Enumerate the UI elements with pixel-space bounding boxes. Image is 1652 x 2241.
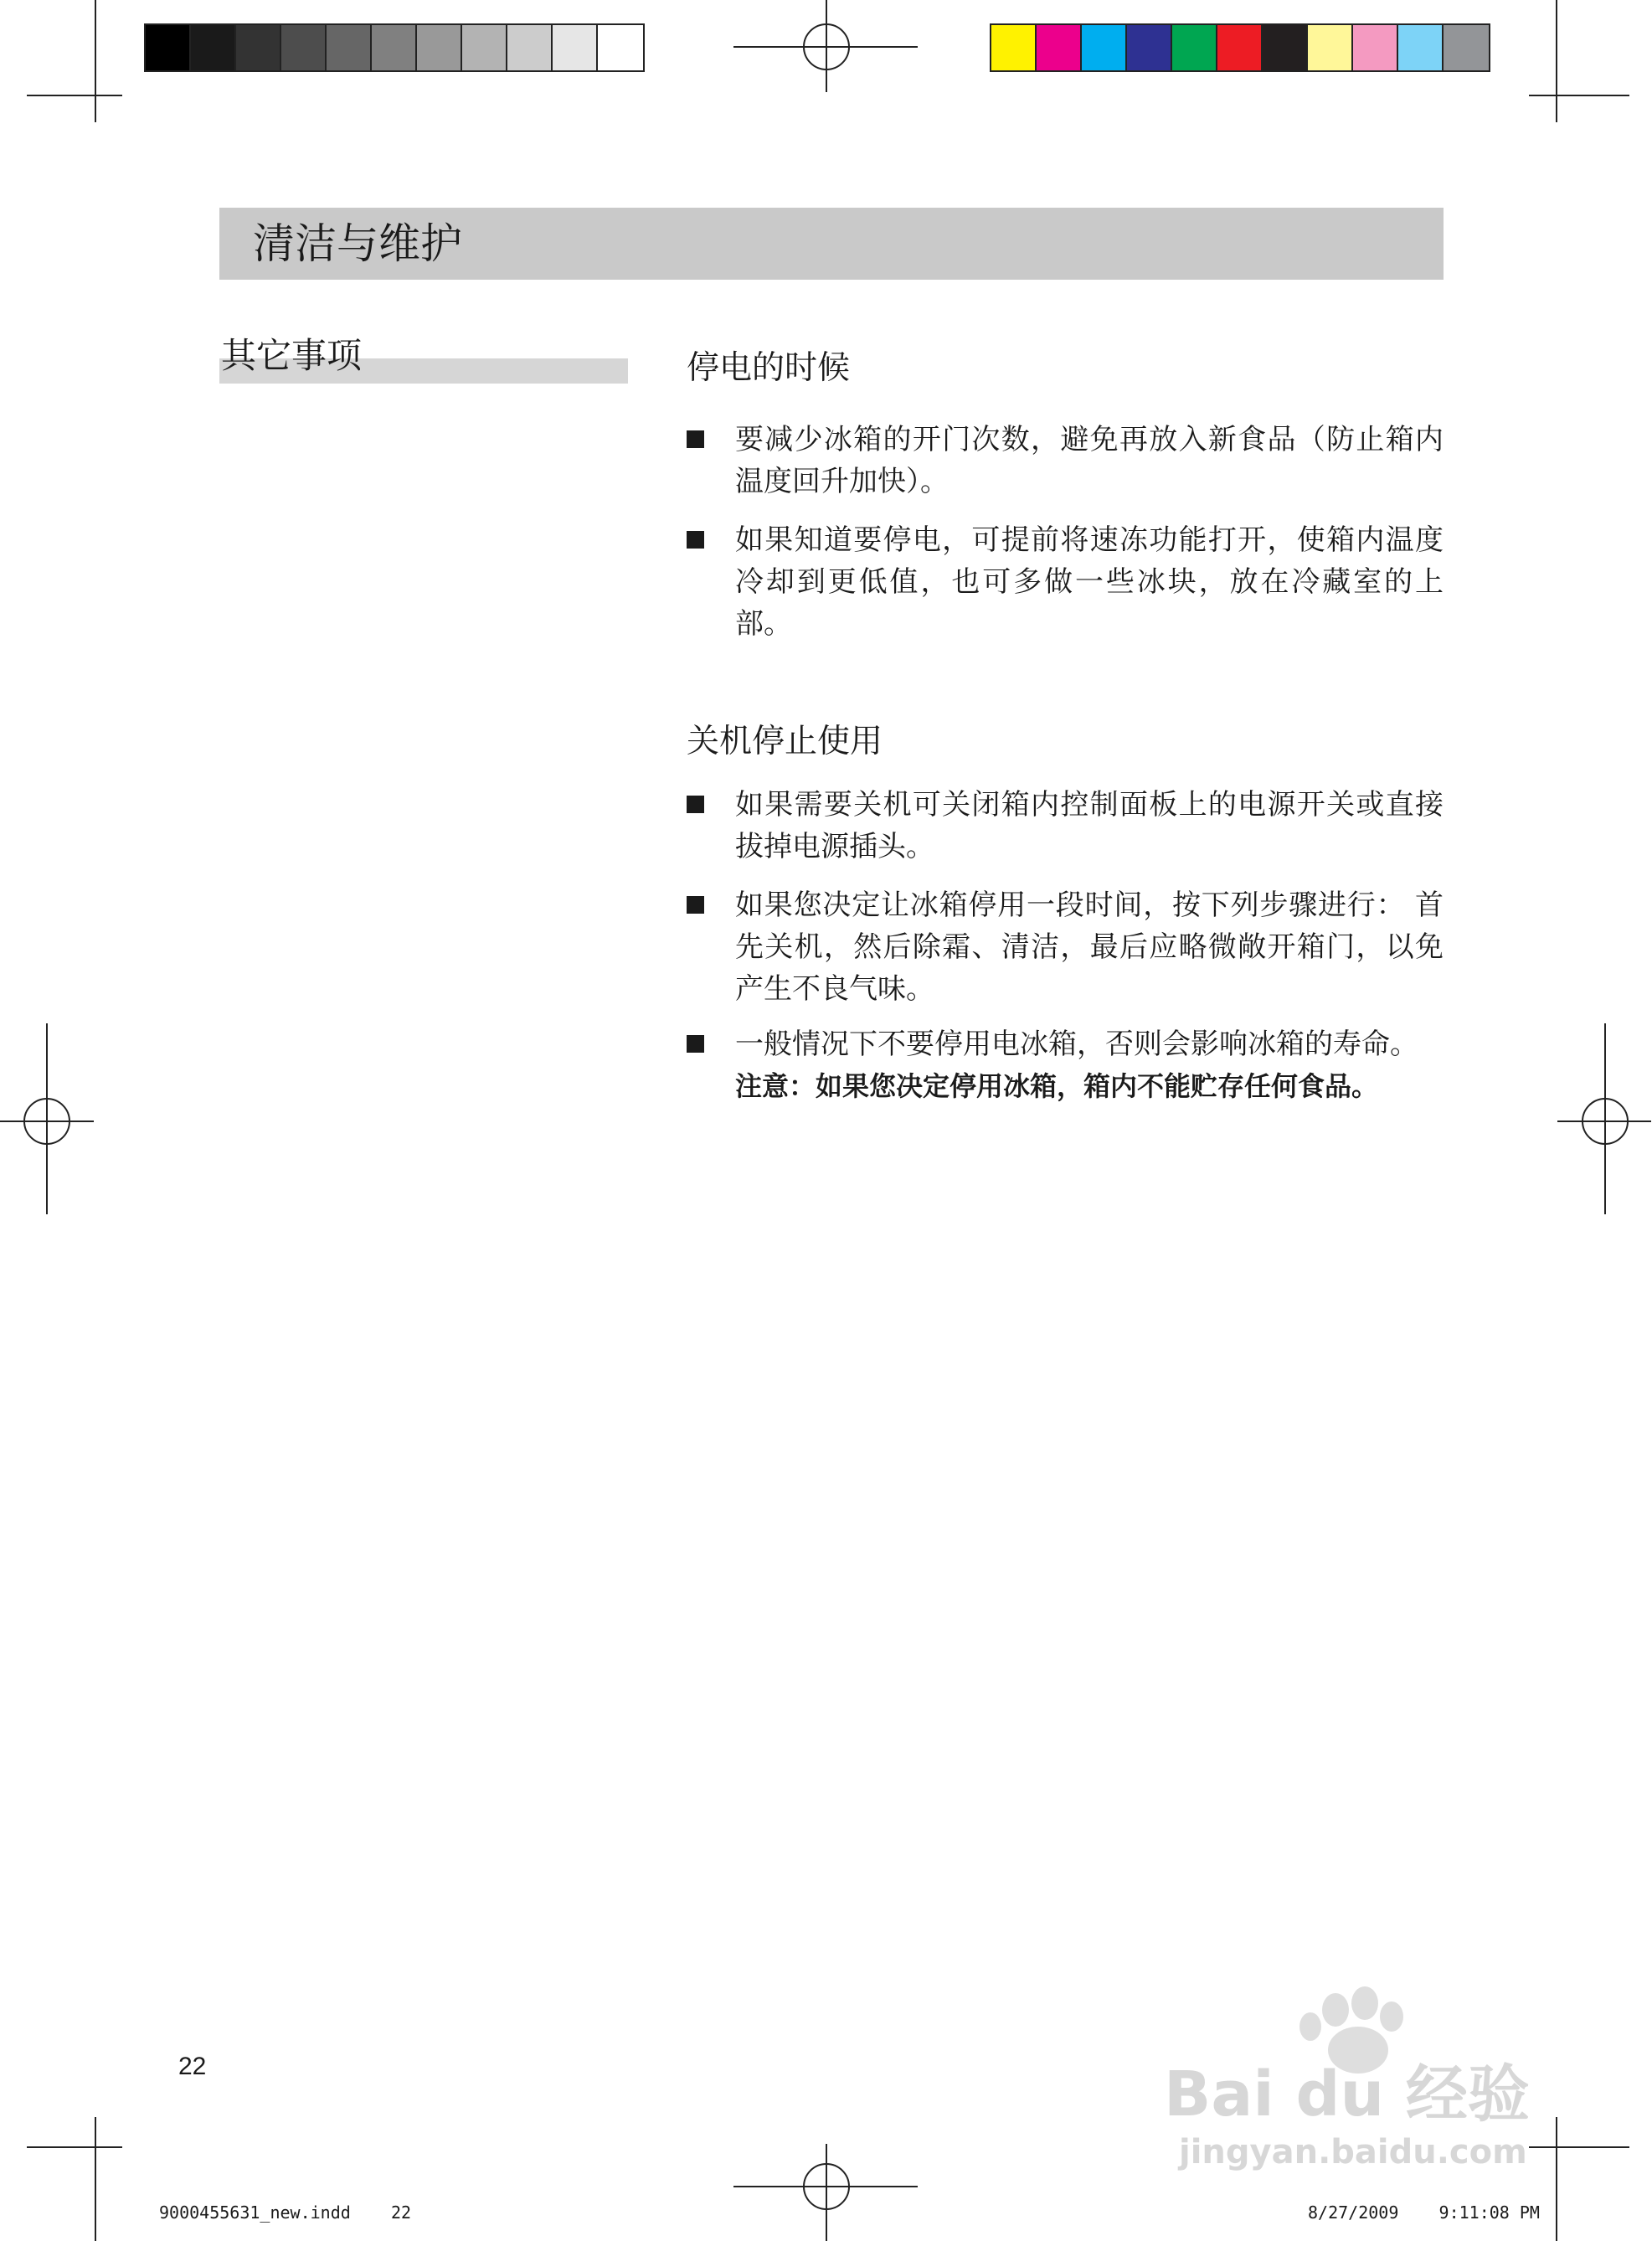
list-item-text: 要减少冰箱的开门次数，避免再放入新食品（防止箱内温度回升加快）。 xyxy=(735,423,1444,498)
color-swatch xyxy=(1353,25,1398,70)
color-swatch xyxy=(553,25,598,70)
color-swatch xyxy=(1444,25,1489,70)
color-swatch xyxy=(1308,25,1353,70)
bullet-square-icon xyxy=(687,1035,704,1053)
list-item xyxy=(687,784,1444,868)
color-swatch xyxy=(327,25,372,70)
bullet-square-icon xyxy=(687,531,704,549)
color-swatch xyxy=(372,25,417,70)
list-item-text xyxy=(735,1023,1444,1107)
crop-mark xyxy=(95,0,96,122)
crop-mark xyxy=(1556,0,1557,122)
sidebar-title: 其它事项 xyxy=(221,335,363,376)
list-item xyxy=(687,884,1444,1010)
register-circle xyxy=(23,1098,70,1145)
grayscale-bar xyxy=(144,23,645,72)
color-swatch xyxy=(146,25,191,70)
color-swatch xyxy=(991,25,1037,70)
list-item-text: 如果您决定让冰箱停用一段时间，按下列步骤进行： 首先关机，然后除霜、清洁，最后应略微敞开箱门，以免产生不良气味。 xyxy=(735,889,1444,1006)
list-item xyxy=(687,519,1444,645)
watermark-url: jingyan.baidu.com xyxy=(1179,2133,1527,2171)
list-item-text: 如果知道要停电，可提前将速冻功能打开，使箱内温度冷却到更低值，也可多做一些冰块，放在冷藏室的上部。 xyxy=(735,523,1444,641)
section-header xyxy=(219,208,1444,280)
caution-note: 注意：如果您决定停用冰箱，箱内不能贮存任何食品。 xyxy=(735,1070,1379,1102)
crop-mark xyxy=(1529,95,1629,96)
baidu-watermark xyxy=(1164,1985,1566,2169)
list-item xyxy=(687,1023,1444,1107)
color-swatch xyxy=(417,25,462,70)
color-swatch xyxy=(1127,25,1172,70)
process-color-bar xyxy=(990,23,1490,72)
color-swatch xyxy=(1217,25,1263,70)
register-circle xyxy=(803,2163,850,2210)
section-title-power-outage: 停电的时候 xyxy=(687,349,851,387)
crop-mark xyxy=(27,2146,122,2148)
crop-mark xyxy=(27,95,122,96)
bullet-square-icon xyxy=(687,896,704,914)
color-swatch xyxy=(236,25,281,70)
color-swatch xyxy=(281,25,327,70)
list-item xyxy=(687,419,1444,502)
date-slug: 8/27/2009 9:11:08 PM xyxy=(1308,2202,1540,2223)
list-item-text: 如果需要关机可关闭箱内控制面板上的电源开关或直接拔掉电源插头。 xyxy=(735,788,1444,863)
color-swatch xyxy=(1263,25,1308,70)
crop-mark xyxy=(95,2117,96,2241)
page-number: 22 xyxy=(178,2053,207,2080)
register-circle xyxy=(1582,1098,1629,1145)
color-swatch xyxy=(598,25,643,70)
page-title: 清洁与维护 xyxy=(253,219,462,268)
color-swatch xyxy=(191,25,236,70)
color-swatch xyxy=(1037,25,1082,70)
section-title-shutdown: 关机停止使用 xyxy=(687,723,883,760)
color-swatch xyxy=(462,25,507,70)
bullet-square-icon xyxy=(687,430,704,448)
color-swatch xyxy=(507,25,553,70)
list-item-body: 一般情况下不要停用电冰箱，否则会影响冰箱的寿命。 xyxy=(735,1028,1418,1061)
color-swatch xyxy=(1082,25,1127,70)
file-slug: 9000455631_new.indd 22 xyxy=(159,2202,412,2223)
watermark-brand: Bai du 经验 xyxy=(1164,2058,1530,2130)
color-swatch xyxy=(1172,25,1217,70)
bullet-square-icon xyxy=(687,796,704,813)
register-circle xyxy=(803,23,850,70)
color-swatch xyxy=(1398,25,1444,70)
